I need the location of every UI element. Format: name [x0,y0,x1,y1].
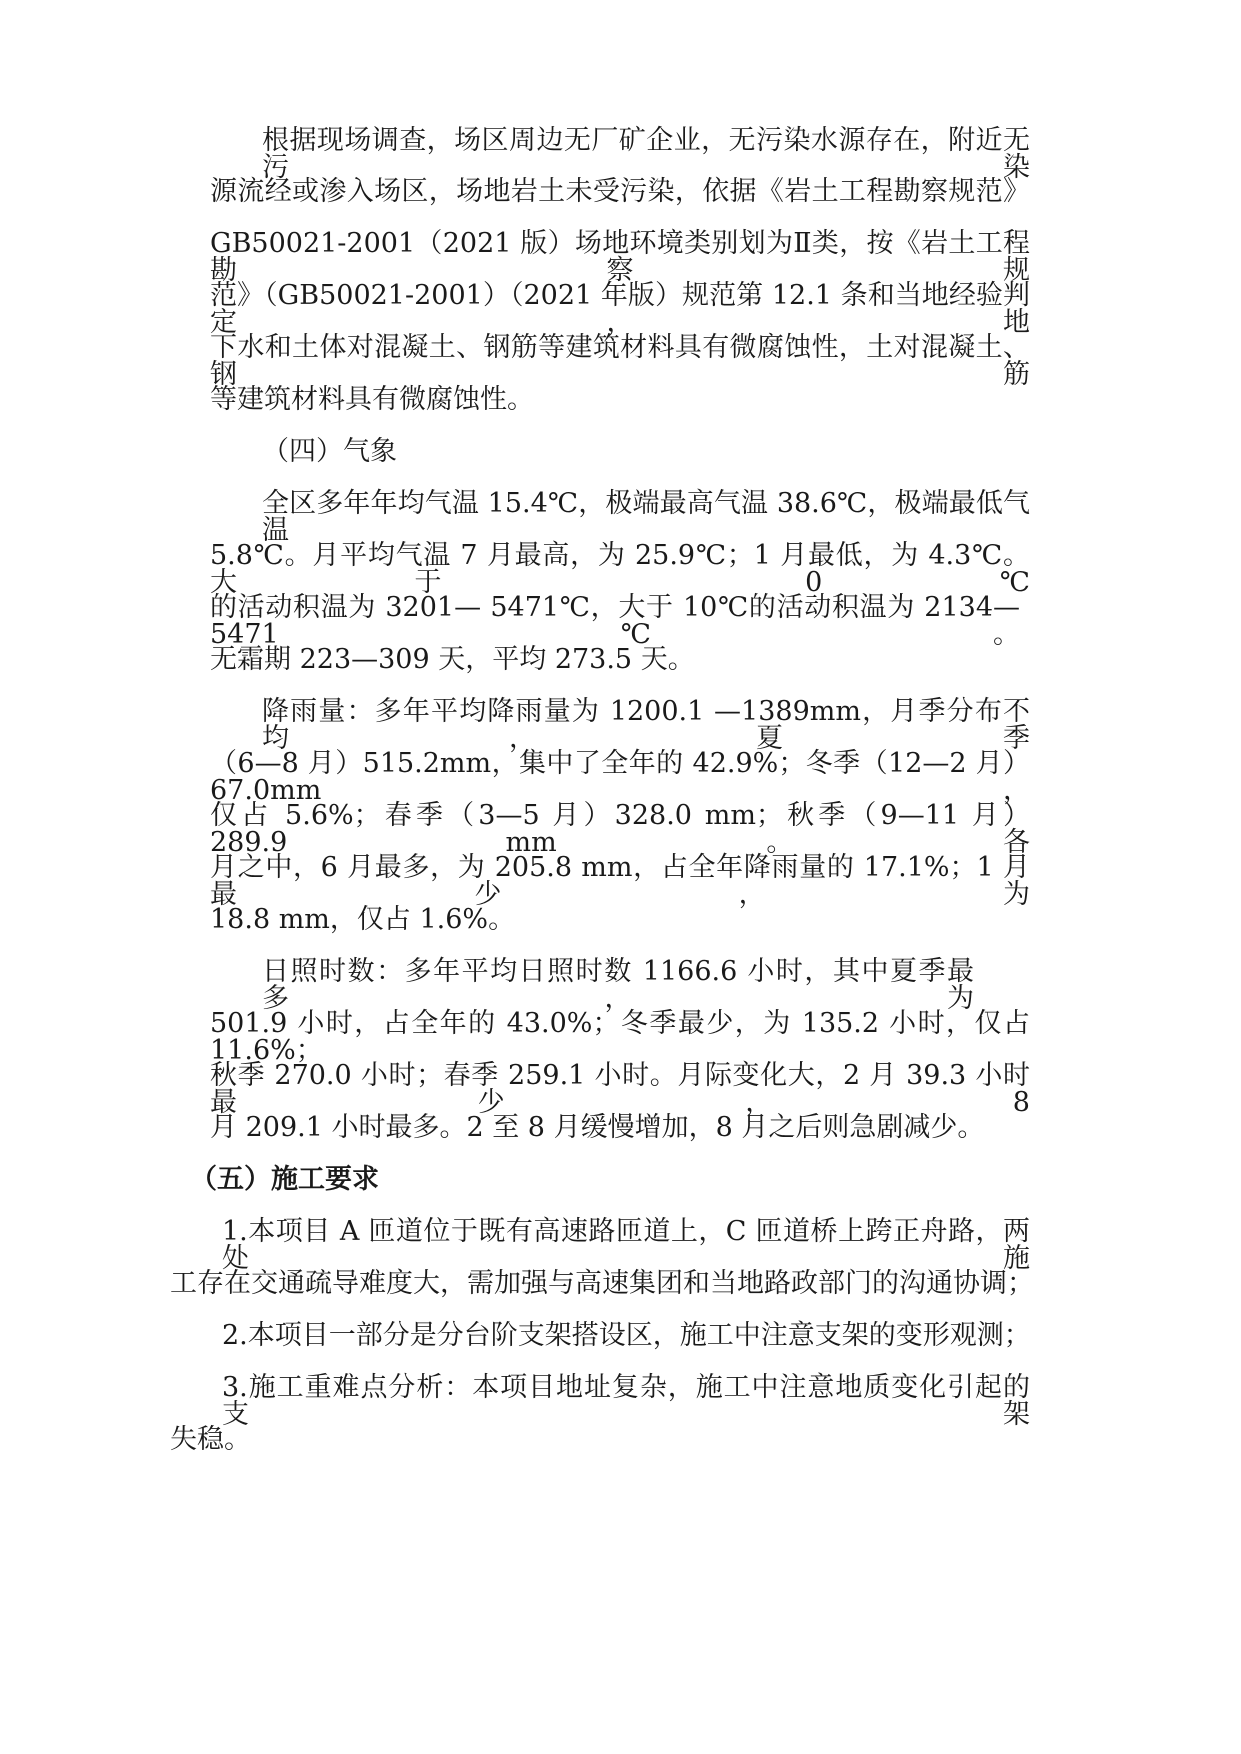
construction-item-1-line-1: 1.本项目 A 匝道位于既有高速路匝道上，C 匝道桥上跨正舟路，两处施 [222,1216,1030,1274]
temperature-line-2: 5.8℃。月平均气温 7 月最高，为 25.9℃；1 月最低，为 4.3℃。大于 0℃ [210,540,1030,598]
construction-item-3-line-1: 3.施工重难点分析：本项目地址复杂，施工中注意地质变化引起的支架 [222,1372,1030,1430]
env-paragraph-line-3: GB50021-2001（2021 版）场地环境类别划为Ⅱ类，按《岩土工程勘察规 [210,228,1030,286]
construction-item-1-line-2: 工存在交通疏导难度大，需加强与高速集团和当地路政部门的沟通协调； [170,1268,1034,1299]
rainfall-line-4: 月之中，6 月最多，为 205.8 mm，占全年降雨量的 17.1%；1 月最少，为 [210,852,1030,910]
construction-item-2: 2.本项目一部分是分台阶支架搭设区，施工中注意支架的变形观测； [222,1320,1031,1351]
env-paragraph-line-2: 源流经或渗入场区，场地岩土未受污染，依据《岩土工程勘察规范》 [210,176,1030,207]
rainfall-line-5: 18.8 mm，仅占 1.6%。 [210,904,516,935]
env-paragraph-line-4: 范》（GB50021-2001）（2021 年版）规范第 12.1 条和当地经验判定，地 [210,280,1030,338]
rainfall-line-2: （6—8 月）515.2mm，集中了全年的 42.9%；冬季（12—2 月）67.0mm， [210,748,1030,806]
construction-item-3-line-2: 失稳。 [170,1424,251,1455]
temperature-line-3: 的活动积温为 3201— 5471℃，大于 10℃的活动积温为 2134—5471℃。 [210,592,1020,650]
env-paragraph-line-5: 下水和土体对混凝土、钢筋等建筑材料具有微腐蚀性，土对混凝土、钢筋 [210,332,1030,390]
sunshine-line-2: 501.9 小时，占全年的 43.0%；冬季最少，为 135.2 小时，仅占 11.6%； [210,1008,1030,1066]
construction-heading: （五）施工要求 [190,1164,379,1195]
sunshine-line-3: 秋季 270.0 小时；春季 259.1 小时。月际变化大，2 月 39.3 小时最少，8 [210,1060,1030,1118]
temperature-line-1: 全区多年年均气温 15.4℃，极端最高气温 38.6℃，极端最低气温 [262,488,1030,546]
weather-heading: （四）气象 [262,436,397,467]
temperature-line-4: 无霜期 223—309 天，平均 273.5 天。 [210,644,695,675]
rainfall-line-1: 降雨量：多年平均降雨量为 1200.1 —1389mm，月季分布不均，夏季 [262,696,1030,754]
sunshine-line-4: 月 209.1 小时最多。2 至 8 月缓慢增加，8 月之后则急剧减少。 [210,1112,985,1143]
rainfall-line-3: 仅占 5.6%；春季（3—5 月）328.0 mm；秋季（9—11 月）289.9 mm。各 [210,800,1030,858]
env-paragraph-line-6: 等建筑材料具有微腐蚀性。 [210,384,534,415]
env-paragraph-line-1: 根据现场调查，场区周边无厂矿企业，无污染水源存在，附近无污染 [262,125,1030,183]
sunshine-line-1: 日照时数：多年平均日照时数 1166.6 小时，其中夏季最多，为 [262,956,974,1014]
